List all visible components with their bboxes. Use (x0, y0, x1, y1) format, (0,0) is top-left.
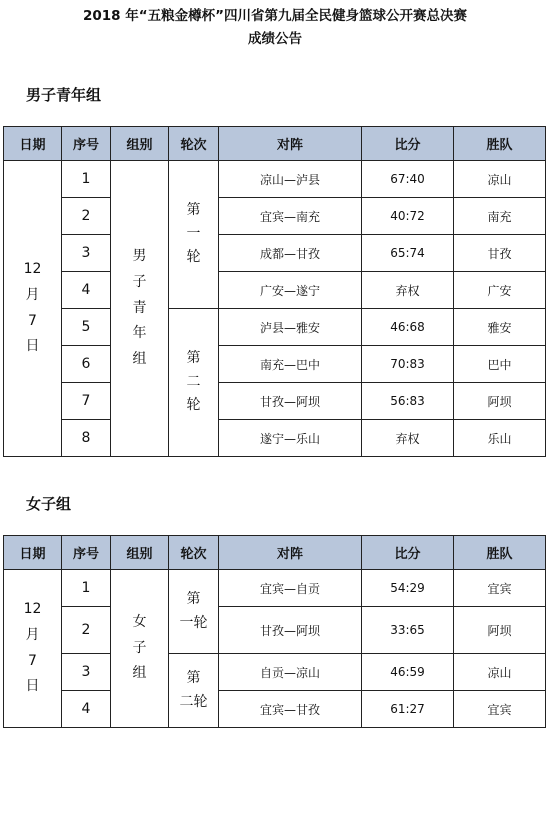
table-row (4, 161, 546, 198)
table-row (4, 691, 546, 728)
match-cell: 广安—遂宁 (219, 272, 362, 309)
winner-cell: 巴中 (454, 346, 546, 383)
header-round: 轮次 (169, 536, 219, 570)
header-winner: 胜队 (454, 127, 546, 161)
table-row (4, 198, 546, 235)
group-cell: 男 子 青 年 组 (111, 161, 169, 457)
row-number: 1 (62, 161, 111, 198)
score-cell: 61:27 (362, 691, 454, 728)
score-cell: 46:59 (362, 654, 454, 691)
score-cell: 33:65 (362, 607, 454, 654)
header-score: 比分 (362, 536, 454, 570)
row-number: 3 (62, 654, 111, 691)
winner-cell: 乐山 (454, 420, 546, 457)
header-no: 序号 (62, 127, 111, 161)
row-number: 5 (62, 309, 111, 346)
winner-cell: 阿坝 (454, 383, 546, 420)
table-row (4, 420, 546, 457)
match-cell: 甘孜—阿坝 (219, 383, 362, 420)
page-title: 2018 年“五粮金樽杯”四川省第九届全民健身篮球公开赛总决赛 (82, 8, 468, 24)
header-match: 对阵 (219, 536, 362, 570)
match-cell: 泸县—雅安 (219, 309, 362, 346)
group-cell: 女 子 组 (111, 570, 169, 728)
match-cell: 宜宾—甘孜 (219, 691, 362, 728)
score-cell: 65:74 (362, 235, 454, 272)
score-cell: 67:40 (362, 161, 454, 198)
winner-cell: 雅安 (454, 309, 546, 346)
match-cell: 甘孜—阿坝 (219, 607, 362, 654)
section-title-women: 女子组 (26, 495, 72, 513)
row-number: 1 (62, 570, 111, 607)
date-cell: 12 月 7 日 (4, 570, 62, 728)
winner-cell: 凉山 (454, 161, 546, 198)
header-date: 日期 (4, 127, 62, 161)
table-row (4, 654, 546, 691)
match-cell: 宜宾—南充 (219, 198, 362, 235)
score-cell: 弃权 (362, 272, 454, 309)
winner-cell: 宜宾 (454, 570, 546, 607)
score-cell: 弃权 (362, 420, 454, 457)
table-row (4, 607, 546, 654)
table-row (4, 235, 546, 272)
score-cell: 70:83 (362, 346, 454, 383)
match-cell: 宜宾—自贡 (219, 570, 362, 607)
winner-cell: 宜宾 (454, 691, 546, 728)
score-cell: 54:29 (362, 570, 454, 607)
section-title-men: 男子青年组 (26, 86, 102, 104)
round-cell: 第 二轮 (169, 654, 219, 728)
row-number: 2 (62, 198, 111, 235)
row-number: 2 (62, 607, 111, 654)
match-cell: 凉山—泸县 (219, 161, 362, 198)
round-cell: 第 一 轮 (169, 161, 219, 309)
match-cell: 自贡—凉山 (219, 654, 362, 691)
header-match: 对阵 (219, 127, 362, 161)
table-row (4, 570, 546, 607)
table-row (4, 272, 546, 309)
date-cell: 12 月 7 日 (4, 161, 62, 457)
row-number: 4 (62, 691, 111, 728)
page-subtitle: 成绩公告 (248, 31, 302, 47)
winner-cell: 广安 (454, 272, 546, 309)
header-date: 日期 (4, 536, 62, 570)
women-results-table (3, 535, 546, 728)
score-cell: 46:68 (362, 309, 454, 346)
match-cell: 遂宁—乐山 (219, 420, 362, 457)
header-group: 组别 (111, 536, 169, 570)
row-number: 4 (62, 272, 111, 309)
round-cell: 第 一轮 (169, 570, 219, 654)
match-cell: 南充—巴中 (219, 346, 362, 383)
winner-cell: 甘孜 (454, 235, 546, 272)
table-header-row (4, 127, 546, 161)
header-round: 轮次 (169, 127, 219, 161)
header-score: 比分 (362, 127, 454, 161)
men-results-table (3, 126, 546, 457)
table-row (4, 346, 546, 383)
score-cell: 40:72 (362, 198, 454, 235)
table-header-row (4, 536, 546, 570)
round-cell: 第 二 轮 (169, 309, 219, 457)
header-no: 序号 (62, 536, 111, 570)
row-number: 3 (62, 235, 111, 272)
table-row (4, 309, 546, 346)
header-group: 组别 (111, 127, 169, 161)
table-row (4, 383, 546, 420)
header-winner: 胜队 (454, 536, 546, 570)
row-number: 7 (62, 383, 111, 420)
row-number: 8 (62, 420, 111, 457)
row-number: 6 (62, 346, 111, 383)
winner-cell: 阿坝 (454, 607, 546, 654)
winner-cell: 凉山 (454, 654, 546, 691)
winner-cell: 南充 (454, 198, 546, 235)
match-cell: 成都—甘孜 (219, 235, 362, 272)
score-cell: 56:83 (362, 383, 454, 420)
